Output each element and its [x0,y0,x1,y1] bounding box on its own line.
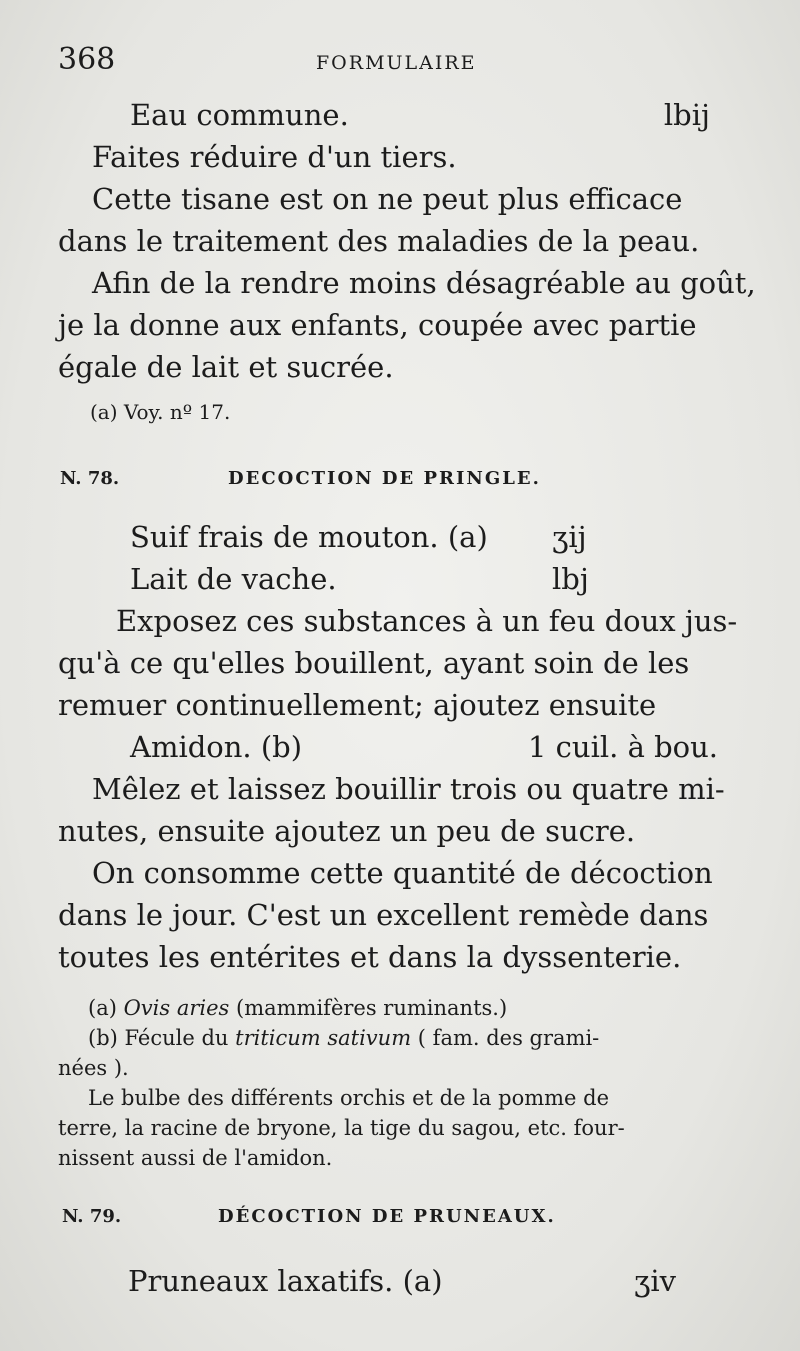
ingredient-name: Pruneaux laxatifs. (a) [128,1264,443,1298]
ingredient-name: Amidon. (b) [130,730,303,764]
latin-name: Ovis aries [123,996,230,1020]
text-line: nutes, ensuite ajoutez un peu de sucre. [58,814,636,848]
text-line: Afin de la rendre moins désagréable au goût, [92,266,756,300]
ingredient-line [130,98,710,132]
ingredient-quantity: 1 cuil. à bou. [528,730,719,764]
text-line: Faites réduire d'un tiers. [92,140,457,174]
footnote: terre, la racine de bryone, la tige du sagou, etc. four- [58,1116,625,1140]
footnote: (a) Ovis aries (mammifères ruminants.) [88,996,508,1020]
ingredient-quantity: ʒij [552,520,587,554]
ingredient-name: Lait de vache. [130,562,337,596]
text-line: je la donne aux enfants, coupée avec partie [58,308,697,342]
text-line: qu'à ce qu'elles bouillent, ayant soin de les [58,646,690,680]
page-number: 368 [58,42,116,77]
text-line: dans le jour. C'est un excellent remède dans [58,898,709,932]
footnote: (a) Voy. nº 17. [90,400,231,424]
text-line: On consomme cette quantité de décoction [92,856,713,890]
ingredient-quantity: lbij [663,98,710,132]
text-line: toutes les entérites et dans la dyssenterie. [58,940,682,974]
latin-name: triticum sativum [235,1026,412,1050]
running-title: FORMULAIRE [316,52,477,74]
footnote: Le bulbe des différents orchis et de la pomme de [88,1086,610,1110]
section-number: N. 79. [62,1206,122,1227]
footnote: nissent aussi de l'amidon. [58,1146,333,1170]
footnote: (b) Fécule du triticum sativum ( fam. des grami- [88,1026,600,1050]
section-title: DECOCTION DE PRINGLE. [228,468,541,489]
text-line: Exposez ces substances à un feu doux jus- [116,604,738,638]
section-number: N. 78. [60,468,120,489]
section-title: DÉCOCTION DE PRUNEAUX. [218,1206,556,1227]
ingredient-quantity: ʒiv [634,1264,677,1298]
ingredient-quantity: lbj [552,562,589,596]
footnote: nées ). [58,1056,129,1080]
text-line: Cette tisane est on ne peut plus efficace [92,182,683,216]
text-line: égale de lait et sucrée. [58,350,394,384]
text-line: remuer continuellement; ajoutez ensuite [58,688,657,722]
text-line: dans le traitement des maladies de la peau. [58,224,700,258]
ingredient-name: Suif frais de mouton. (a) [130,520,488,554]
ingredient-name: Eau commune. [130,98,349,132]
text-line: Mêlez et laissez bouillir trois ou quatre mi- [92,772,725,806]
